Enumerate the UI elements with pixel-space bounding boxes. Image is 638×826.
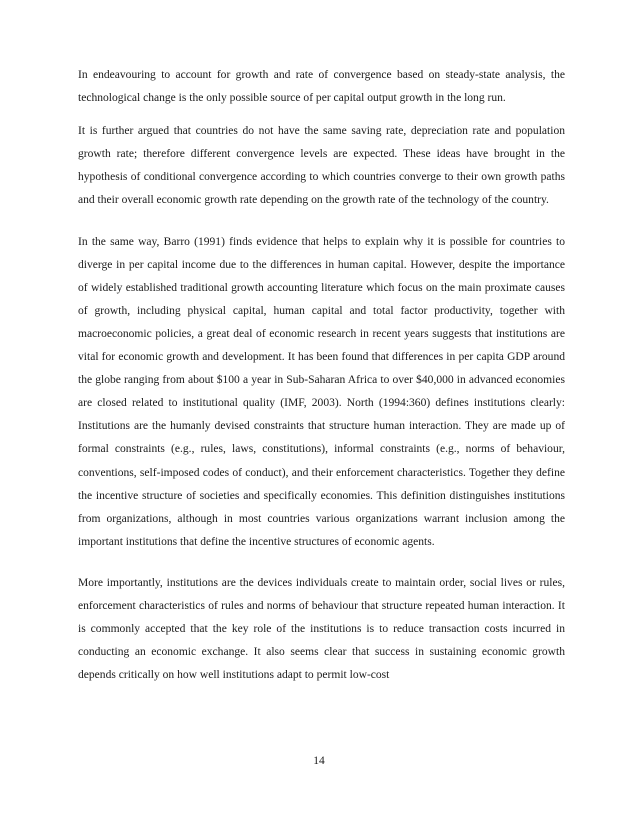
paragraph-institutions: In the same way, Barro (1991) finds evidence that helps to explain why it is possible for countries to diverge in per capital income due to the differences in human capital. However, despite the importance of widely established traditional growth accounting literature which focus on the main proximate causes of growth, including physical capital, human capital and total factor productivity, together with macroeconomic policies, a great deal of economic research in recent years suggests that institutions are vital for economic growth and development. It has been found that differences in per capita GDP around the globe ranging from about $100 a year in Sub-Saharan Africa to over $40,000 in advanced economies are closed related to institutional quality (IMF, 2003). North (1994:360) defines institutions clearly: Institutions are the humanly devised constraints that structure human interaction. They are made up of formal constraints (e.g., rules, laws, constitutions), informal constraints (e.g., norms of behaviour, conventions, self-imposed codes of conduct), and their enforcement characteristics. Together they define the incentive structure of societies and specifically economies. This definition distinguishes institutions from organizations, although in most countries various organizations warrant inclusion among the important institutions that define the incentive structures of economic agents. [78,235,565,548]
page-number: 14 [313,755,325,767]
document-page [78,64,565,705]
paragraph-transaction-costs: More importantly, institutions are the devices individuals create to maintain order, social lives or rules, enforcement characteristics of rules and norms of behaviour that structure repeated human interaction. It is commonly accepted that the key role of the institutions is to reduce transaction costs incurred in conducting an economic exchange. It also seems clear that success in sustaining economic growth depends critically on how well institutions adapt to permit low-cost [78,576,565,682]
paragraph-steady-state: In endeavouring to account for growth and rate of convergence based on steady-state analysis, the technological change is the only possible source of per capital output growth in the long run. [78,69,565,105]
paragraph-conditional-convergence: It is further argued that countries do not have the same saving rate, depreciation rate and population growth rate; therefore different convergence levels are expected. These ideas have brought in the hypothesis of conditional convergence according to which countries converge to their own growth paths and their overall economic growth rate depending on the growth rate of the technology of the country. [78,125,565,207]
